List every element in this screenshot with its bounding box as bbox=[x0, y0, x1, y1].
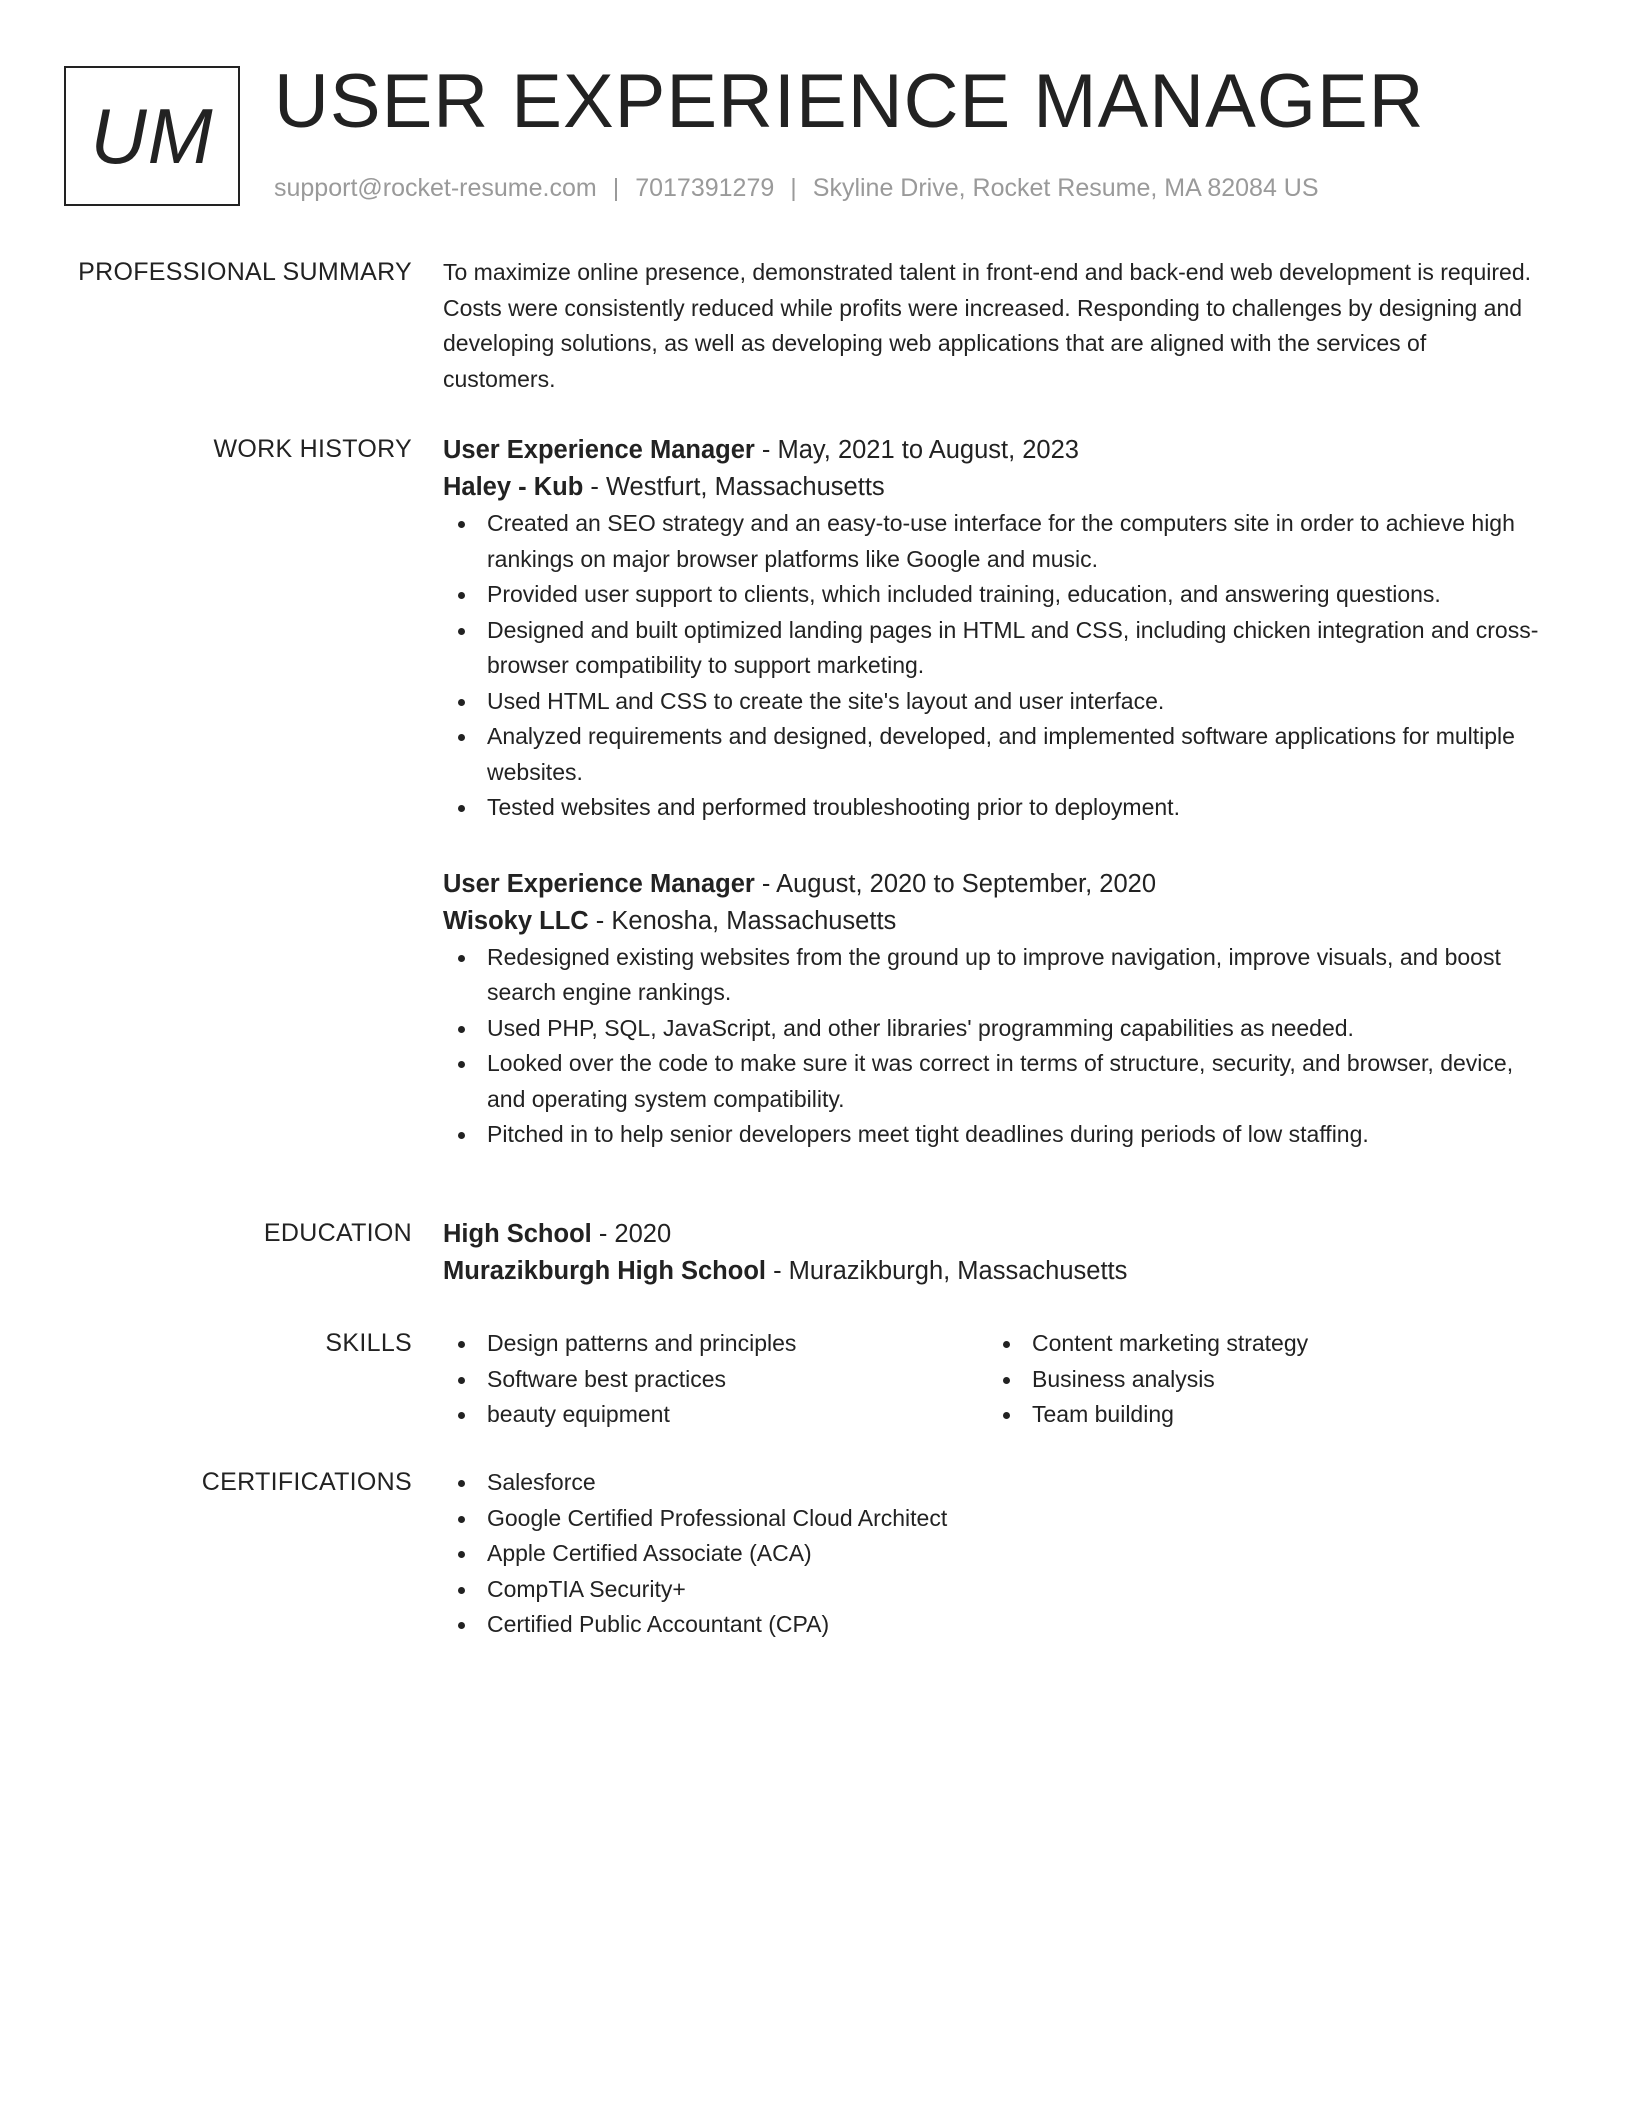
job-location: - Kenosha, Massachusetts bbox=[588, 906, 897, 935]
job-title-line bbox=[443, 432, 1543, 469]
job-entry bbox=[443, 432, 1543, 826]
job-entry bbox=[443, 866, 1543, 1153]
certification-item: Salesforce bbox=[443, 1465, 1543, 1501]
job-dates: - August, 2020 to September, 2020 bbox=[754, 869, 1157, 898]
job-bullet: Created an SEO strategy and an easy-to-use interface for the computers site in order to achieve high rankings on major browser platforms like Google and music. bbox=[443, 506, 1543, 577]
job-bullet: Redesigned existing websites from the ground up to improve navigation, improve visuals, and boost search engine rankings. bbox=[443, 940, 1543, 1011]
contact-phone[interactable]: 7017391279 bbox=[635, 174, 775, 202]
job-bullet: Designed and built optimized landing pages in HTML and CSS, including chicken integration and cross-browser compatibility to support marketing. bbox=[443, 613, 1543, 684]
certification-item: Certified Public Accountant (CPA) bbox=[443, 1607, 1543, 1643]
contact-email[interactable]: support@rocket-resume.com bbox=[274, 174, 597, 202]
job-bullet-list bbox=[443, 506, 1543, 826]
certification-item: Google Certified Professional Cloud Architect bbox=[443, 1501, 1543, 1537]
job-company: Wisoky LLC bbox=[443, 906, 589, 935]
skill-item: beauty equipment bbox=[443, 1397, 988, 1433]
contact-line bbox=[274, 172, 1319, 204]
summary-body bbox=[443, 255, 1543, 397]
work-history-body bbox=[443, 432, 1543, 1153]
certification-item: Apple Certified Associate (ACA) bbox=[443, 1536, 1543, 1572]
job-company-line bbox=[443, 903, 1543, 940]
skill-item: Team building bbox=[988, 1397, 1533, 1433]
contact-separator: | bbox=[612, 174, 620, 202]
education-body bbox=[443, 1216, 1543, 1290]
skills-body bbox=[443, 1326, 1543, 1433]
job-bullet: Used HTML and CSS to create the site's layout and user interface. bbox=[443, 684, 1543, 720]
section-label-certifications: CERTIFICATIONS bbox=[201, 1468, 412, 1496]
skill-item: Software best practices bbox=[443, 1362, 988, 1398]
education-school: Murazikburgh High School bbox=[443, 1257, 766, 1285]
certifications-list bbox=[443, 1465, 1543, 1643]
job-bullet: Tested websites and performed troubleshooting prior to deployment. bbox=[443, 790, 1543, 826]
section-label-summary: PROFESSIONAL SUMMARY bbox=[78, 258, 412, 286]
skills-columns bbox=[443, 1326, 1543, 1433]
monogram: UM bbox=[64, 66, 240, 206]
certification-item: CompTIA Security+ bbox=[443, 1572, 1543, 1608]
skill-item: Content marketing strategy bbox=[988, 1326, 1533, 1362]
section-label-work-history: WORK HISTORY bbox=[213, 435, 412, 463]
job-location: - Westfurt, Massachusetts bbox=[583, 473, 885, 501]
job-dates: - May, 2021 to August, 2023 bbox=[754, 436, 1079, 464]
education-year: - 2020 bbox=[591, 1220, 672, 1248]
contact-separator: | bbox=[790, 174, 797, 202]
job-bullet: Analyzed requirements and designed, developed, and implemented software applications for multiple websites. bbox=[443, 719, 1543, 790]
summary-text: To maximize online presence, demonstrated talent in front-end and back-end web development is required. Costs were consistently reduced while profits were increased. Responding to challenges by designing and developing solutions, as well as developing web applications that are aligned with the services of customers. bbox=[443, 259, 1532, 392]
contact-address: Skyline Drive, Rocket Resume, MA 82084 US bbox=[812, 174, 1319, 202]
skills-list-right bbox=[988, 1326, 1533, 1433]
job-bullet: Looked over the code to make sure it was correct in terms of structure, security, and browser, device, and operating system compatibility. bbox=[443, 1046, 1543, 1117]
section-label-education: EDUCATION bbox=[263, 1219, 412, 1247]
job-bullet: Pitched in to help senior developers meet tight deadlines during periods of low staffing. bbox=[443, 1117, 1543, 1153]
education-degree: High School bbox=[443, 1220, 592, 1248]
job-company: Haley - Kub bbox=[443, 473, 584, 501]
section-label-skills: SKILLS bbox=[325, 1329, 412, 1357]
job-title: User Experience Manager bbox=[443, 436, 755, 464]
education-location: - Murazikburgh, Massachusetts bbox=[766, 1257, 1128, 1285]
resume-title: USER EXPERIENCE MANAGER bbox=[274, 59, 1425, 144]
skill-item: Business analysis bbox=[988, 1362, 1533, 1398]
job-title: User Experience Manager bbox=[443, 869, 755, 898]
job-company-line bbox=[443, 469, 1543, 506]
job-bullet: Used PHP, SQL, JavaScript, and other libraries' programming capabilities as needed. bbox=[443, 1011, 1543, 1047]
education-degree-line bbox=[443, 1216, 1543, 1253]
job-title-line bbox=[443, 866, 1543, 903]
education-school-line bbox=[443, 1253, 1543, 1290]
job-bullet-list bbox=[443, 940, 1543, 1153]
certifications-body bbox=[443, 1465, 1543, 1643]
skills-list-left bbox=[443, 1326, 988, 1433]
job-bullet: Provided user support to clients, which included training, education, and answering questions. bbox=[443, 577, 1543, 613]
skill-item: Design patterns and principles bbox=[443, 1326, 988, 1362]
